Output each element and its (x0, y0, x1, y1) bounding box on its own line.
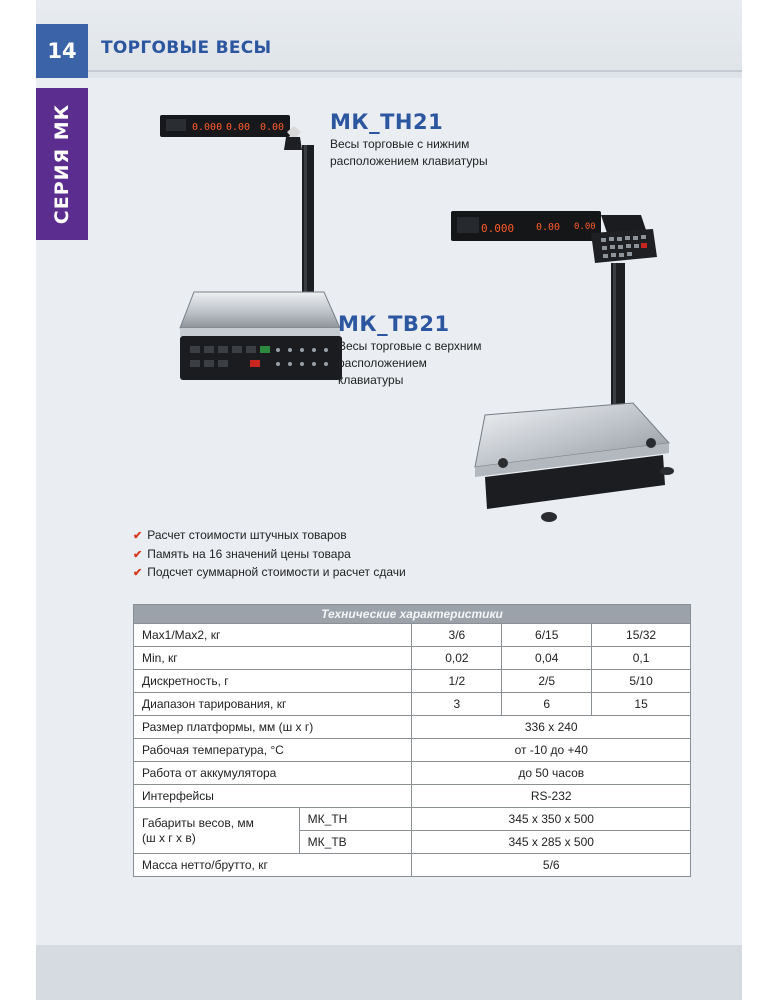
check-icon: ✔ (133, 530, 143, 542)
scale-th21-image (136, 110, 346, 385)
feature-item (133, 564, 406, 583)
spec-label: (ш х г х в) (142, 830, 196, 845)
catalog-page (36, 0, 742, 1000)
feature-text: Подсчет суммарной стоимости и расчет сдачи (147, 565, 406, 579)
spec-value: 1/2 (412, 670, 502, 693)
table-row (134, 854, 691, 877)
model-tb21-desc-line: Весы торговые с верхним (338, 339, 482, 353)
spec-value: 3 (412, 693, 502, 716)
specs-table (133, 604, 691, 877)
spec-label: Работа от аккумулятора (134, 762, 412, 785)
spec-value: 3/6 (412, 624, 502, 647)
feature-item (133, 546, 406, 565)
spec-value: 336 х 240 (412, 716, 691, 739)
spec-value: 345 х 285 х 500 (412, 831, 691, 854)
spec-label: Интерфейсы (134, 785, 412, 808)
spec-label: Рабочая температура, °С (134, 739, 412, 762)
model-th21-desc-line: Весы торговые с нижним (330, 137, 470, 151)
spec-value: 5/6 (412, 854, 691, 877)
table-row (134, 647, 691, 670)
table-row (134, 785, 691, 808)
spec-label-dimensions (134, 808, 300, 854)
table-row (134, 670, 691, 693)
model-th21-desc-line: расположением клавиатуры (330, 154, 488, 168)
specs-header-row (134, 605, 691, 624)
series-tab-label: СЕРИЯ МК (51, 103, 73, 225)
spec-value: 15 (592, 693, 691, 716)
spec-value: 15/32 (592, 624, 691, 647)
table-row (134, 762, 691, 785)
spec-value: RS-232 (412, 785, 691, 808)
table-row (134, 716, 691, 739)
spec-value: до 50 часов (412, 762, 691, 785)
th-display-price: 0.00 (226, 122, 251, 133)
tb-display-weight: 0.000 (481, 222, 515, 235)
model-tb21-desc-line: клавиатуры (338, 373, 404, 387)
spec-value: 0,1 (592, 647, 691, 670)
specs-title: Технические характеристики (134, 605, 691, 624)
section-title: ТОРГОВЫЕ ВЕСЫ (101, 38, 272, 58)
spec-label: Дискретность, г (134, 670, 412, 693)
model-tb21-title: МК_ТВ21 (338, 312, 450, 336)
model-tb21-desc-line: расположением (338, 356, 427, 370)
table-row (134, 624, 691, 647)
spec-label: Диапазон тарирования, кг (134, 693, 412, 716)
table-row (134, 808, 691, 831)
spec-value: 0,02 (412, 647, 502, 670)
model-tb21-description (338, 338, 482, 389)
tb-display-cost: 0.00 (574, 222, 596, 232)
footer-band (36, 945, 742, 1000)
spec-value: 345 х 350 х 500 (412, 808, 691, 831)
spec-label: Размер платформы, мм (ш х г) (134, 716, 412, 739)
page-number: 14 (36, 24, 88, 78)
feature-list (133, 527, 406, 583)
model-th21-title: МК_ТН21 (330, 110, 444, 134)
model-th21-description (330, 136, 488, 170)
feature-item (133, 527, 406, 546)
spec-value: 5/10 (592, 670, 691, 693)
check-icon: ✔ (133, 567, 143, 579)
feature-text: Расчет стоимости штучных товаров (147, 528, 347, 542)
tb-display-price: 0.00 (536, 222, 561, 233)
spec-label: Масса нетто/брутто, кг (134, 854, 412, 877)
spec-value: 6 (502, 693, 592, 716)
table-row (134, 739, 691, 762)
spec-value: 0,04 (502, 647, 592, 670)
spec-label: Min, кг (134, 647, 412, 670)
spec-label: Габариты весов, мм (142, 815, 254, 830)
spec-value: 6/15 (502, 624, 592, 647)
th-display-cost: 0.00 (260, 122, 285, 133)
spec-value: 2/5 (502, 670, 592, 693)
spec-model: МК_ТН (299, 808, 412, 831)
feature-text: Память на 16 значений цены товара (147, 546, 351, 561)
table-row (134, 693, 691, 716)
spec-value: от -10 до +40 (412, 739, 691, 762)
check-icon: ✔ (133, 548, 143, 561)
th-display-weight: 0.000 (192, 122, 223, 133)
spec-model: МК_ТВ (299, 831, 412, 854)
header-divider (88, 70, 742, 72)
spec-label: Max1/Max2, кг (134, 624, 412, 647)
